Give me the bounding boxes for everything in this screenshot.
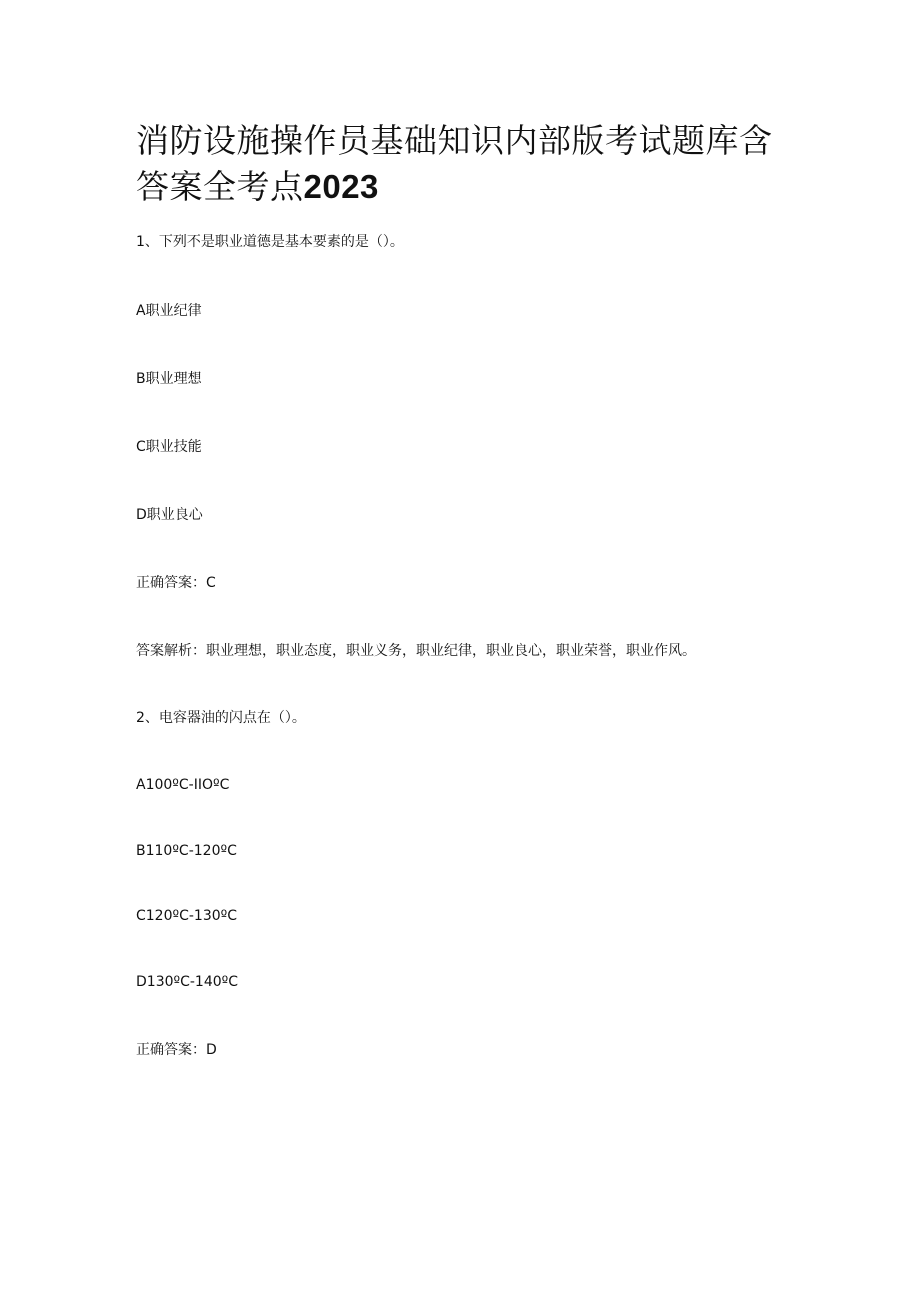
question-2-text: 2、电容器油的闪点在（）。 — [136, 710, 306, 726]
question-2-answer: 正确答案：D — [136, 1042, 217, 1058]
question-2-option-b: B110ºC-120ºC — [136, 843, 237, 859]
title-year: 2023 — [303, 168, 379, 205]
question-2-option-a: A100ºC-IIOºC — [136, 777, 230, 793]
question-1-option-c: C职业技能 — [136, 439, 202, 455]
question-1-option-a: A职业纪律 — [136, 303, 202, 319]
question-2-option-d: D130ºC-140ºC — [136, 974, 239, 990]
question-1-explanation: 答案解析：职业理想，职业态度，职业义务，职业纪律，职业良心，职业荣誉，职业作风。 — [136, 643, 696, 659]
question-1-option-d: D职业良心 — [136, 507, 203, 523]
question-2-option-c: C120ºC-130ºC — [136, 908, 238, 924]
question-1-text: 1、下列不是职业道德是基本要素的是（）。 — [136, 234, 404, 250]
question-1-answer: 正确答案：C — [136, 575, 216, 591]
question-1-option-b: B职业理想 — [136, 371, 202, 387]
title-text: 消防设施操作员基础知识内部版考试题库含答案全考点 — [136, 121, 773, 206]
document-title — [136, 118, 796, 210]
